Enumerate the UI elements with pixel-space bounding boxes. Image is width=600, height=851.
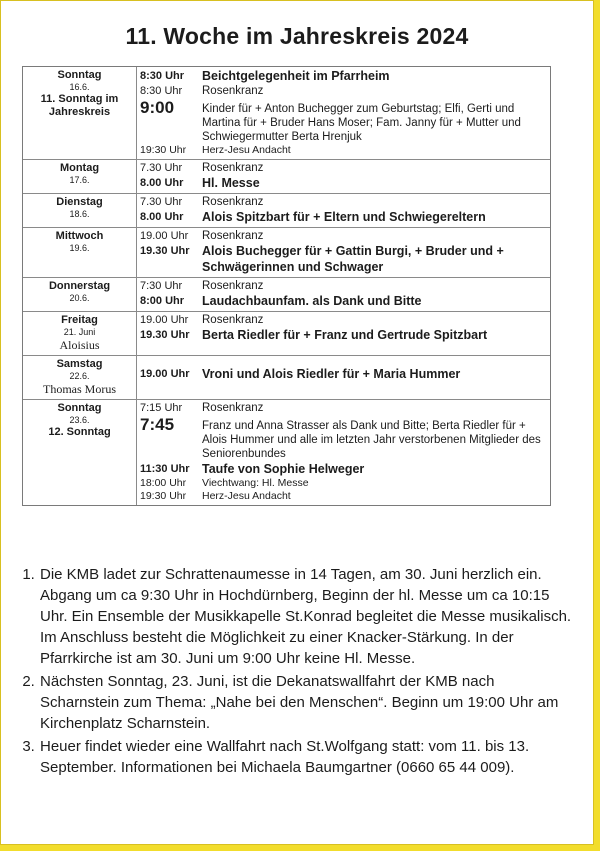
- schedule-row: [23, 193, 550, 227]
- day-name: Freitag: [61, 314, 98, 326]
- day-date: 17.6.: [69, 175, 90, 185]
- service-time: 19:30 Uhr: [140, 490, 187, 502]
- service-description: Rosenkranz: [202, 162, 264, 174]
- service-entry: [140, 229, 546, 243]
- day-name: Mittwoch: [55, 230, 104, 242]
- day-name: Samstag: [56, 358, 103, 370]
- service-description: Rosenkranz: [202, 402, 264, 414]
- service-time: 8:30 Uhr: [140, 70, 185, 82]
- service-description: Rosenkranz: [202, 314, 264, 326]
- entries-cell: [137, 278, 550, 311]
- schedule-row: [23, 399, 550, 505]
- service-description: Beichtgelegenheit im Pfarrheim: [202, 69, 390, 83]
- service-time: 11:30 Uhr: [140, 463, 190, 475]
- schedule-row: [23, 227, 550, 277]
- service-description: Herz-Jesu Andacht: [202, 144, 291, 156]
- entries-cell: [137, 228, 550, 277]
- entries-cell: [137, 67, 550, 159]
- service-description: Alois Spitzbart für + Eltern und Schwiegereltern: [202, 210, 486, 224]
- service-entry: [140, 477, 546, 490]
- service-entry: [140, 144, 546, 157]
- service-description: Viechtwang: Hl. Messe: [202, 477, 309, 489]
- service-time: 8:30 Uhr: [140, 85, 183, 97]
- day-cell: [23, 160, 137, 193]
- day-feast: Thomas Morus: [43, 382, 116, 396]
- service-description: Kinder für + Anton Buchegger zum Geburtstag; Elfi, Gerti und Martina für + Bruder Hans Moser; Fam. Janny für + Mutter und Schwiegermutter Berta Hrenjuk: [202, 103, 521, 143]
- day-feast: Aloisius: [59, 338, 100, 352]
- schedule-row: [23, 67, 550, 159]
- service-description: Rosenkranz: [202, 230, 264, 242]
- day-cell: [23, 228, 137, 277]
- day-name: Sonntag: [57, 402, 102, 414]
- service-description: Rosenkranz: [202, 85, 264, 97]
- day-name: Montag: [59, 162, 100, 174]
- day-cell: [23, 400, 137, 505]
- day-date: 19.6.: [69, 243, 90, 253]
- service-description: Rosenkranz: [202, 196, 264, 208]
- day-feast: 11. Sonntag im Jahreskreis: [40, 93, 119, 118]
- service-time: 19.30 Uhr: [140, 329, 190, 341]
- service-time: 19.00 Uhr: [140, 368, 190, 380]
- day-name: Sonntag: [57, 69, 102, 81]
- day-date: 16.6.: [69, 82, 90, 92]
- announcement-item: 1. Die KMB ladet zur Schrattenaumesse in 14 Tagen, am 30. Juni herzlich ein. Abgang um ca 9:30 Uhr in Hochdürnberg, Beginn der hl. Messe um ca 10:15 Uhr. Ein Ensemble der Musikkapelle St.Konrad begleitet die Messe musikalisch. Im Anschluss besteht die Möglichkeit zu einer Knacker-Stärkung. In der Pfarrkirche ist am 30. Juni um 9:00 Uhr keine Hl. Messe.: [39, 564, 576, 669]
- service-entry: [140, 415, 546, 461]
- service-time: 18:00 Uhr: [140, 477, 187, 489]
- service-entry: [140, 175, 546, 191]
- day-date: 22.6.: [69, 371, 90, 381]
- service-time: 19.00 Uhr: [140, 230, 189, 242]
- entries-cell: [137, 194, 550, 227]
- service-entry: [140, 84, 546, 98]
- schedule-table: [22, 66, 551, 506]
- service-time: 8.00 Uhr: [140, 177, 184, 189]
- service-time: 19:30 Uhr: [140, 144, 187, 156]
- page-title: 11. Woche im Jahreskreis 2024: [125, 23, 469, 49]
- service-description: Alois Buchegger für + Gattin Burgi, + Bruder und + Schwägerinnen und Schwager: [202, 244, 504, 274]
- service-description: Rosenkranz: [202, 280, 264, 292]
- day-feast: 12. Sonntag: [48, 426, 111, 438]
- service-entry: [140, 401, 546, 415]
- service-description: Berta Riedler für + Franz und Gertrude Spitzbart: [202, 328, 488, 342]
- entries-cell: [137, 160, 550, 193]
- service-time: 7.30 Uhr: [140, 196, 183, 208]
- day-cell: [23, 278, 137, 311]
- service-time: 7:45: [140, 415, 175, 434]
- day-name: Dienstag: [56, 196, 103, 208]
- service-time: 9:00: [140, 98, 175, 117]
- day-date: 23.6.: [69, 415, 90, 425]
- service-time: 7:30 Uhr: [140, 280, 183, 292]
- service-entry: [140, 279, 546, 293]
- announcement-item: 2. Nächsten Sonntag, 23. Juni, ist die Dekanatswallfahrt der KMB nach Scharnstein zum Thema: „Nahe bei den Menschen“. Beginn um 19:00 Uhr am Kirchenplatz Scharnstein.: [39, 671, 576, 734]
- day-name: Donnerstag: [48, 280, 111, 292]
- service-time: 8.00 Uhr: [140, 211, 184, 223]
- schedule-row: [23, 311, 550, 355]
- service-time: 7:15 Uhr: [140, 402, 183, 414]
- service-description: Franz und Anna Strasser als Dank und Bitte; Berta Riedler für + Alois Hummer und alle im letzten Jahr verstorbenen Mitglieder des Seniorenbundes: [202, 420, 541, 460]
- service-description: Herz-Jesu Andacht: [202, 490, 291, 502]
- service-entry: [140, 68, 546, 84]
- schedule-row: [23, 355, 550, 399]
- service-description: Laudachbaunfam. als Dank und Bitte: [202, 294, 422, 308]
- day-cell: [23, 194, 137, 227]
- announcement-item: 3. Heuer findet wieder eine Wallfahrt nach St.Wolfgang statt: vom 11. bis 13. September. Informationen bei Michaela Baumgartner (0660 65 44 009).: [39, 736, 576, 778]
- service-time: 8:00 Uhr: [140, 295, 185, 307]
- service-entry: [140, 98, 546, 144]
- schedule-row: [23, 159, 550, 193]
- day-cell: [23, 312, 137, 355]
- day-date: 20.6.: [69, 293, 90, 303]
- day-cell: [23, 356, 137, 399]
- service-entry: [140, 293, 546, 309]
- service-entry: [140, 461, 546, 477]
- entries-cell: [137, 356, 550, 399]
- schedule-row: [23, 277, 550, 311]
- day-date: 18.6.: [69, 209, 90, 219]
- service-entry: [140, 209, 546, 225]
- service-entry: [140, 490, 546, 503]
- service-time: 19.30 Uhr: [140, 245, 190, 257]
- service-entry: [140, 366, 546, 382]
- service-time: 19.00 Uhr: [140, 314, 189, 326]
- service-description: Vroni und Alois Riedler für + Maria Hummer: [202, 367, 461, 381]
- service-entry: [140, 243, 546, 275]
- service-entry: [140, 313, 546, 327]
- day-cell: [23, 67, 137, 159]
- service-entry: [140, 327, 546, 343]
- service-entry: [140, 161, 546, 175]
- service-description: Hl. Messe: [202, 176, 260, 190]
- service-time: 7.30 Uhr: [140, 162, 183, 174]
- service-entry: [140, 195, 546, 209]
- day-date: 21. Juni: [63, 327, 96, 337]
- announcement-list: [21, 564, 576, 780]
- entries-cell: [137, 312, 550, 355]
- service-description: Taufe von Sophie Helweger: [202, 462, 365, 476]
- entries-cell: [137, 400, 550, 505]
